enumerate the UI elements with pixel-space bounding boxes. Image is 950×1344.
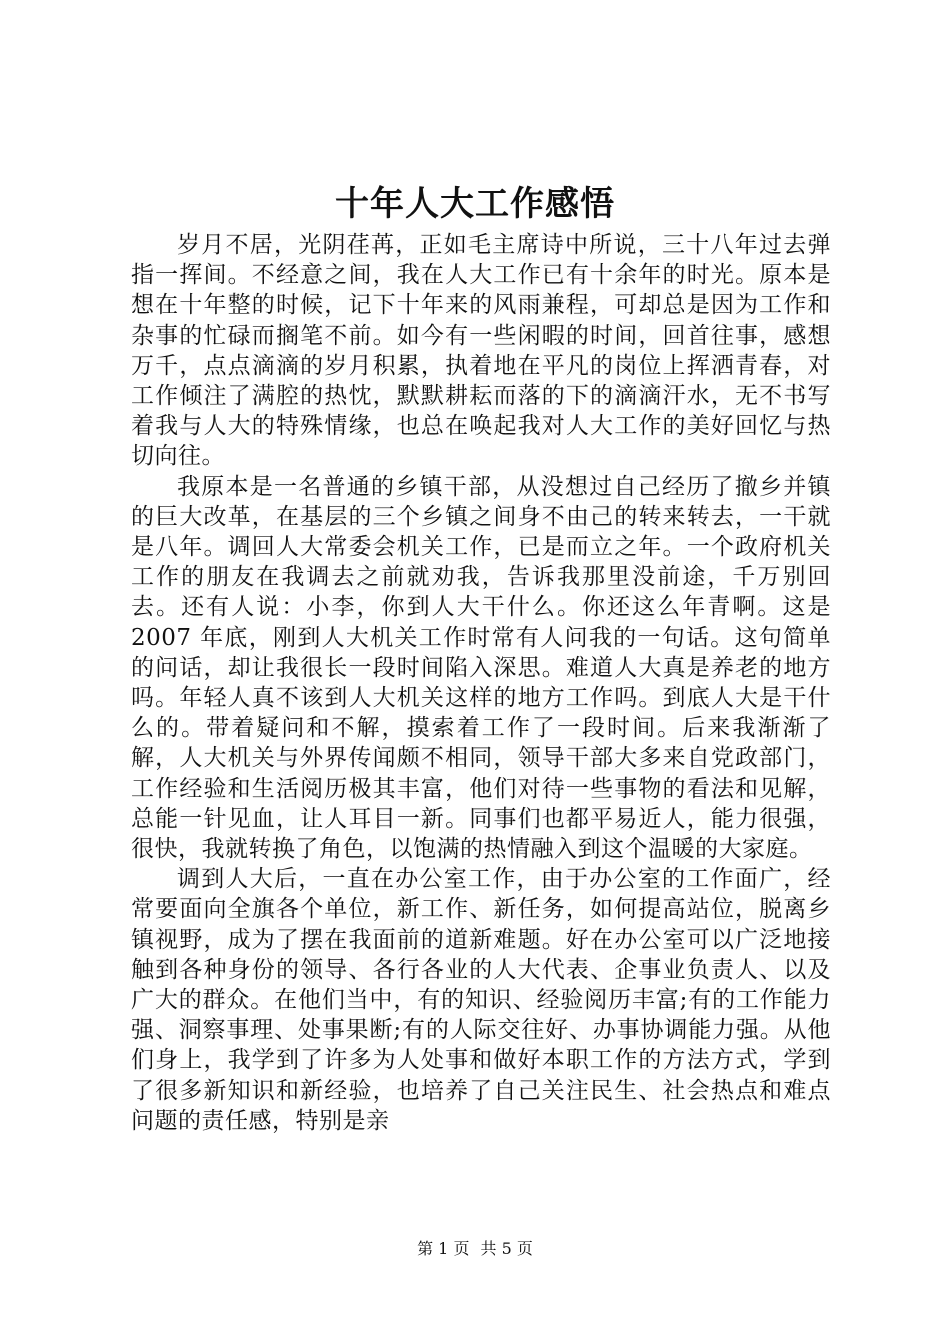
page-number: 第 1 页 [417,1239,470,1258]
page-footer [0,1238,950,1260]
document-title: 十年人大工作感悟 [335,184,615,224]
paragraph-3: 调到人大后，一直在办公室工作，由于办公室的工作面广，经常要面向全旗各个单位，新工作、新任务，如何提高站位，脱离乡镇视野，成为了摆在我面前的道新难题。好在办公室可以广泛地接触到各种身份的领导、各行各业的人大代表、企事业负责人、以及广大的群众。在他们当中，有的知识、经验阅历丰富;有的工作能力强、洞察事理、处事果断;有的人际交往好、办事协调能力强。从他们身上，我学到了许多为人处事和做好本职工作的方法方式，学到了很多新知识和新经验，也培养了自己关注民生、社会热点和难点问题的责任感，特别是亲 [131,866,831,1134]
paragraph-2: 我原本是一名普通的乡镇干部，从没想过自己经历了撤乡并镇的巨大改革，在基层的三个乡镇之间身不由己的转来转去，一干就是八年。调回人大常委会机关工作，已是而立之年。一个政府机关工作的朋友在我调去之前就劝我，告诉我那里没前途，千万别回去。还有人说：小李，你到人大干什么。你还这么年青啊。这是 2007 年底，刚到人大机关工作时常有人问我的一句话。这句简单的问话，却让我很长一段时间陷入深思。难道人大真是养老的地方吗。年轻人真不该到人大机关这样的地方工作吗。到底人大是干什么的。带着疑问和不解，摸索着工作了一段时间。后来我渐渐了解，人大机关与外界传闻颇不相同，领导干部大多来自党政部门，工作经验和生活阅历极其丰富，他们对待一些事物的看法和见解，总能一针见血，让人耳目一新。同事们也都平易近人，能力很强，很快，我就转换了角色，以饱满的热情融入到这个温暖的大家庭。 [131,473,831,863]
document-body [131,230,831,1136]
page-total: 共 5 页 [480,1239,533,1258]
paragraph-1: 岁月不居，光阴荏苒，正如毛主席诗中所说，三十八年过去弹指一挥间。不经意之间，我在人大工作已有十余年的时光。原本是想在十年整的时候，记下十年来的风雨兼程，可却总是因为工作和杂事的忙碌而搁笔不前。如今有一些闲暇的时间，回首往事，感想万千，点点滴滴的岁月积累，执着地在平凡的岗位上挥洒青春，对工作倾注了满腔的热忱，默默耕耘而落的下的滴滴汗水，无不书写着我与人大的特殊情缘，也总在唤起我对人大工作的美好回忆与热切向往。 [131,232,831,470]
